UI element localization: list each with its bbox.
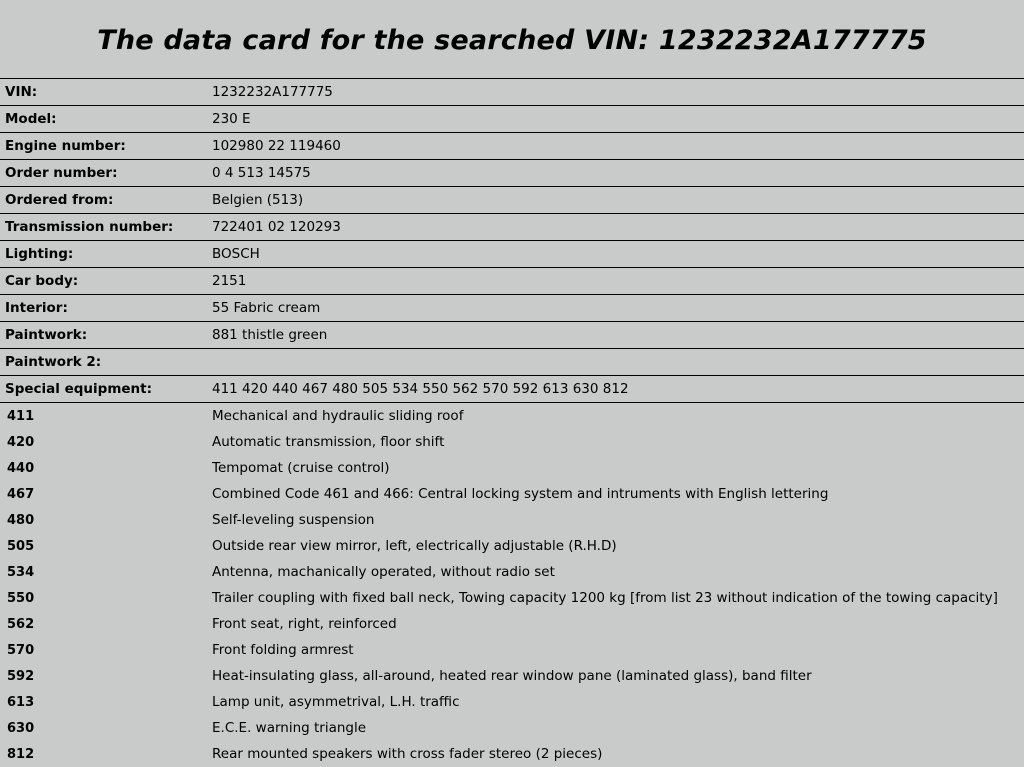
field-value: 1232232A177775 bbox=[207, 79, 1024, 106]
table-row bbox=[0, 322, 1024, 349]
option-code: 505 bbox=[0, 533, 207, 559]
field-label: Interior: bbox=[0, 295, 207, 322]
option-description: Rear mounted speakers with cross fader stereo (2 pieces) bbox=[207, 741, 1024, 767]
field-label: VIN: bbox=[0, 79, 207, 106]
option-row bbox=[0, 455, 1024, 481]
option-description: Outside rear view mirror, left, electrically adjustable (R.H.D) bbox=[207, 533, 1024, 559]
field-value: 55 Fabric cream bbox=[207, 295, 1024, 322]
option-code: 812 bbox=[0, 741, 207, 767]
option-code: 550 bbox=[0, 585, 207, 611]
option-row bbox=[0, 559, 1024, 585]
field-value: 230 E bbox=[207, 106, 1024, 133]
field-label: Special equipment: bbox=[0, 376, 207, 403]
option-row bbox=[0, 715, 1024, 741]
table-row bbox=[0, 160, 1024, 187]
option-description: Tempomat (cruise control) bbox=[207, 455, 1024, 481]
option-description: Front seat, right, reinforced bbox=[207, 611, 1024, 637]
option-row bbox=[0, 585, 1024, 611]
table-row bbox=[0, 295, 1024, 322]
option-row bbox=[0, 429, 1024, 455]
field-label: Paintwork 2: bbox=[0, 349, 207, 376]
option-code: 534 bbox=[0, 559, 207, 585]
field-label: Transmission number: bbox=[0, 214, 207, 241]
option-row bbox=[0, 481, 1024, 507]
field-value: 722401 02 120293 bbox=[207, 214, 1024, 241]
field-label: Car body: bbox=[0, 268, 207, 295]
table-row bbox=[0, 106, 1024, 133]
option-code: 480 bbox=[0, 507, 207, 533]
option-description: Automatic transmission, floor shift bbox=[207, 429, 1024, 455]
option-description: Lamp unit, asymmetrival, L.H. traffic bbox=[207, 689, 1024, 715]
field-label: Ordered from: bbox=[0, 187, 207, 214]
option-description: Antenna, machanically operated, without radio set bbox=[207, 559, 1024, 585]
field-label: Engine number: bbox=[0, 133, 207, 160]
field-label: Paintwork: bbox=[0, 322, 207, 349]
option-code: 467 bbox=[0, 481, 207, 507]
table-row bbox=[0, 79, 1024, 106]
field-label: Lighting: bbox=[0, 241, 207, 268]
option-code: 570 bbox=[0, 637, 207, 663]
page-title: The data card for the searched VIN: 1232232A177775 bbox=[0, 0, 1024, 78]
table-row bbox=[0, 349, 1024, 376]
field-value: 102980 22 119460 bbox=[207, 133, 1024, 160]
option-code: 440 bbox=[0, 455, 207, 481]
option-description: Mechanical and hydraulic sliding roof bbox=[207, 403, 1024, 430]
option-code: 630 bbox=[0, 715, 207, 741]
option-description: E.C.E. warning triangle bbox=[207, 715, 1024, 741]
table-row bbox=[0, 241, 1024, 268]
field-label: Order number: bbox=[0, 160, 207, 187]
option-row bbox=[0, 741, 1024, 767]
option-description: Self-leveling suspension bbox=[207, 507, 1024, 533]
option-code: 562 bbox=[0, 611, 207, 637]
data-card-body bbox=[0, 79, 1024, 767]
option-row bbox=[0, 611, 1024, 637]
option-row bbox=[0, 663, 1024, 689]
field-value: 2151 bbox=[207, 268, 1024, 295]
option-description: Combined Code 461 and 466: Central locking system and intruments with English lettering bbox=[207, 481, 1024, 507]
option-row bbox=[0, 689, 1024, 715]
option-row bbox=[0, 507, 1024, 533]
option-row bbox=[0, 637, 1024, 663]
option-code: 420 bbox=[0, 429, 207, 455]
option-code: 411 bbox=[0, 403, 207, 430]
field-value: 881 thistle green bbox=[207, 322, 1024, 349]
field-value: BOSCH bbox=[207, 241, 1024, 268]
table-row bbox=[0, 268, 1024, 295]
field-value: 0 4 513 14575 bbox=[207, 160, 1024, 187]
data-card-table bbox=[0, 78, 1024, 767]
option-description: Trailer coupling with fixed ball neck, Towing capacity 1200 kg [from list 23 without indication of the towing capacity] bbox=[207, 585, 1024, 611]
option-code: 592 bbox=[0, 663, 207, 689]
field-label: Model: bbox=[0, 106, 207, 133]
table-row bbox=[0, 133, 1024, 160]
field-value bbox=[207, 349, 1024, 376]
table-row bbox=[0, 376, 1024, 403]
table-row bbox=[0, 187, 1024, 214]
option-row bbox=[0, 533, 1024, 559]
field-value: Belgien (513) bbox=[207, 187, 1024, 214]
option-description: Front folding armrest bbox=[207, 637, 1024, 663]
option-code: 613 bbox=[0, 689, 207, 715]
table-row bbox=[0, 214, 1024, 241]
option-description: Heat-insulating glass, all-around, heated rear window pane (laminated glass), band filter bbox=[207, 663, 1024, 689]
option-row bbox=[0, 403, 1024, 430]
field-value: 411 420 440 467 480 505 534 550 562 570 592 613 630 812 bbox=[207, 376, 1024, 403]
